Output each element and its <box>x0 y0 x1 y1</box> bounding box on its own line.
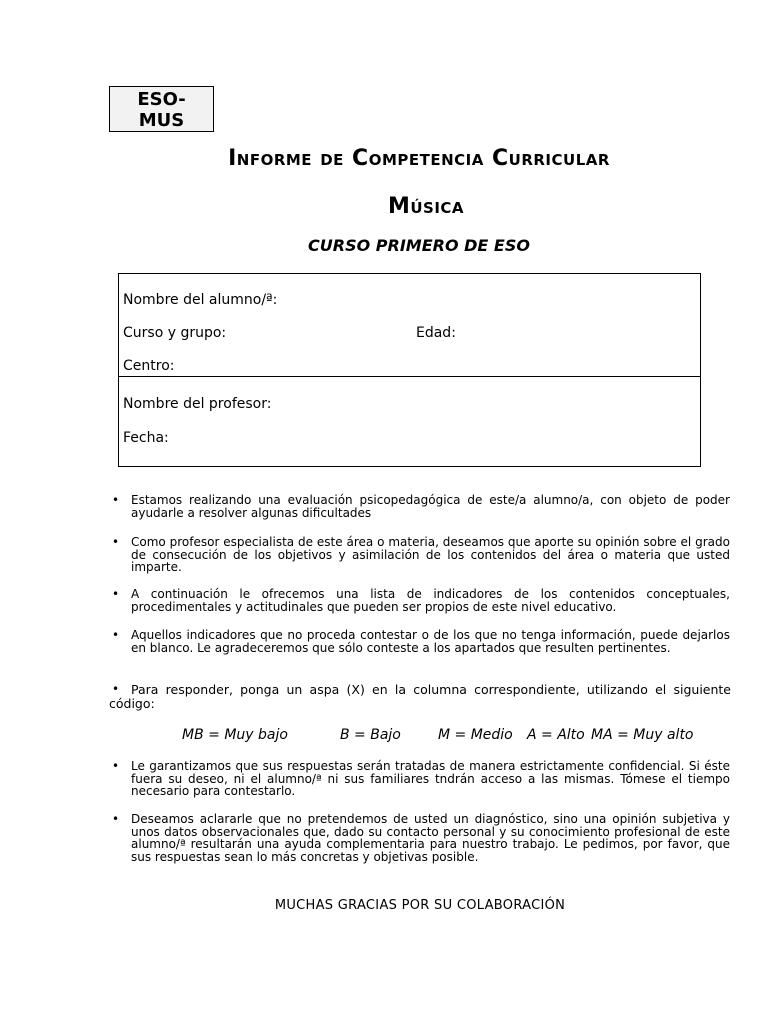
note-text: A continuación le ofrecemos una lista de indicadores de los contenidos conceptuales, procedimentales y actitudinales que pueden ser propios de este nivel educativo. <box>131 587 730 614</box>
school-field[interactable]: Centro: <box>123 358 175 374</box>
date-field[interactable]: Fecha: <box>123 430 169 446</box>
bullet-icon: • <box>112 535 120 549</box>
note-text: Le garantizamos que sus respuestas serán tratadas de manera estrictamente confidencial. Si éste fuera su deseo, ni el alumno/ª ni sus familiares tndrán acceso a las mismas. Tómese el tiempo necesario para contestarlo. <box>131 759 730 798</box>
bullet-icon: • <box>112 812 120 826</box>
note-text: Deseamos aclararle que no pretendemos de usted un diagnóstico, sino una opinión subjetiva y unos datos observacionales que, dado su contacto personal y su conocimiento profesional de este alumno/ª resultarán una ayuda complementaria para nuestro trabajo. Le pedimos, por favor, que sus respuestas sean lo más concretas y objetivas posible. <box>131 812 730 864</box>
bullet-icon: • <box>112 759 120 773</box>
thanks-message: MUCHAS GRACIAS POR SU COLABORACIÓN <box>274 898 566 913</box>
note-text: Para responder, ponga un aspa (X) en la columna correspondiente, utilizando el siguiente código: <box>109 682 731 711</box>
document-title: Informe de Competencia Curricular <box>228 146 610 171</box>
note-text: Estamos realizando una evaluación psicopedagógica de este/a alumno/a, con objeto de poder ayudarle a resolver algunas dificultades <box>131 493 730 520</box>
code-mb: MB = Muy bajo <box>182 727 288 743</box>
age-field[interactable]: Edad: <box>416 325 456 341</box>
document-code-line1: ESO- <box>137 89 186 110</box>
bullet-icon: • <box>112 628 120 642</box>
document-code-line2: MUS <box>138 110 185 131</box>
document-subtitle: Música <box>387 194 465 219</box>
note-text: Aquellos indicadores que no proceda contestar o de los que no tenga información, puede dejarlos en blanco. Le agradeceremos que sólo conteste a los apartados que resulten pertinentes. <box>131 628 730 655</box>
code-ma: MA = Muy alto <box>591 727 694 743</box>
code-m: M = Medio <box>438 727 513 743</box>
bullet-icon: • <box>112 493 120 507</box>
course-group-field[interactable]: Curso y grupo: <box>123 325 227 341</box>
code-b: B = Bajo <box>340 727 401 743</box>
document-code-box <box>109 86 214 132</box>
bullet-icon: • <box>112 587 120 601</box>
code-a: A = Alto <box>527 727 585 743</box>
bullet-icon: • <box>112 682 120 696</box>
student-name-field[interactable]: Nombre del alumno/ª: <box>123 292 278 308</box>
note-text: Como profesor especialista de este área o materia, deseamos que aporte su opinión sobre el grado de consecución de los objetivos y asimilación de los contenidos del área o materia que usted imparte. <box>131 535 730 574</box>
course-heading: CURSO PRIMERO DE ESO <box>308 236 530 255</box>
teacher-name-field[interactable]: Nombre del profesor: <box>123 396 272 412</box>
form-divider <box>119 376 700 377</box>
student-info-form <box>118 273 701 467</box>
